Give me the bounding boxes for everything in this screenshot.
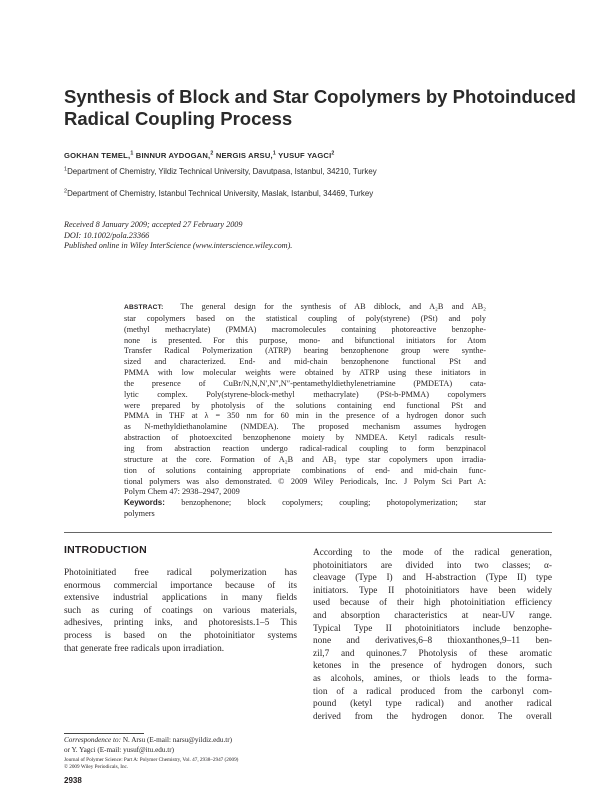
- correspondence-note: [64, 736, 304, 755]
- abstract-label: ABSTRACT:: [124, 304, 164, 311]
- abstract-line: none is presented. For this purpose, mono- and bifunctional initiators for Atom: [124, 335, 486, 345]
- abstract-line-text: The general design for the synthesis of AB diblock, and A₂B and AB₂: [180, 302, 487, 311]
- abstract-line: PMMA with low molecular weights were obtained by ATRP using these initiators in: [124, 368, 486, 378]
- keywords-line: [124, 498, 486, 509]
- body-line: cleavage (Type I) and H-abstraction (Type II) type: [313, 573, 552, 584]
- abstract: [124, 302, 486, 520]
- title-line: Synthesis of Block and Star Copolymers by Photoinduced: [64, 86, 576, 107]
- section-divider: [64, 532, 552, 533]
- body-line: derived from the hydrogen donor. The overall: [313, 711, 552, 722]
- body-line: adhesives, printing inks, and photoresists.1–5 This: [64, 618, 297, 629]
- author-name: NERGIS ARSU,: [215, 151, 273, 160]
- author-name: GOKHAN TEMEL,: [64, 151, 131, 160]
- author-sup: 2: [210, 150, 214, 157]
- footnote-rule: [64, 733, 144, 734]
- author-sup: 1: [130, 150, 134, 157]
- journal-line: Journal of Polymer Science: Part A: Polymer Chemistry, Vol. 47, 2938–2947 (2009): [64, 757, 239, 763]
- author-sup: 2: [331, 150, 335, 157]
- abstract-line: were prepared by photolysis of the solutions containing end functional PSt and: [124, 400, 486, 410]
- body-line: initiators. Type II photoinitiators have been widely: [313, 585, 552, 596]
- author-list: [64, 151, 544, 160]
- title-line: Radical Coupling Process: [64, 108, 293, 129]
- correspondence-label: Correspondence to:: [64, 736, 122, 744]
- doi: DOI: 10.1002/pola.23366: [64, 230, 150, 240]
- section-heading: INTRODUCTION: [64, 544, 147, 556]
- affiliation-sup: 2: [64, 188, 68, 195]
- abstract-line: structure at the core. Formation of A₂B and AB₂ type star copolymers upon irradia-: [124, 454, 486, 464]
- abstract-line: Polym Chem 47: 2938–2947, 2009: [124, 487, 240, 497]
- abstract-line: lytic complex. Poly(styrene-block-methyl methacrylate) (PSt-b-PMMA) copolymers: [124, 389, 486, 399]
- affiliation-1: [64, 167, 544, 176]
- body-line: extensive industrial applications in many fields: [64, 593, 297, 604]
- body-line: such as curing of coatings on various materials,: [64, 605, 297, 616]
- body-line: pound (ketyl type radical) and another radical: [313, 699, 552, 710]
- abstract-line: tion of solutions containing appropriate combinations of end- and mid-chain func-: [124, 465, 486, 475]
- body-line: none and derivatives,6–8 thioxanthones,9–11 ben-: [313, 636, 552, 647]
- body-line: According to the mode of the radical generation,: [313, 548, 552, 558]
- body-line: and absorption characteristics at near-UV range.: [313, 610, 552, 621]
- affiliation-text: Department of Chemistry, Istanbul Technical University, Maslak, Istanbul, 34469, Turkey: [67, 189, 374, 198]
- affiliation-2: [64, 189, 544, 198]
- page-number: 2938: [64, 776, 82, 785]
- abstract-line: the presence of CuBr/N,N,N′,N″,N″-pentamethyldiethylenetriamine (PMDETA) cata-: [124, 378, 486, 388]
- keywords-line: polymers: [124, 509, 155, 519]
- article-title: [64, 86, 576, 130]
- body-line: enormous commercial importance because of its: [64, 580, 297, 591]
- abstract-line: Transfer Radical Polymerization (ATRP) bearing benzophenone group were synthe-: [124, 346, 486, 356]
- abstract-line: abstraction of photoexcited benzophenone moiety by NMDEA. Ketyl radicals result-: [124, 433, 486, 443]
- abstract-line: ing from abstraction reaction undergo radical-radical coupling to form benzpinacol: [124, 443, 486, 453]
- body-line: that generate free radicals upon irradiation.: [64, 643, 225, 654]
- received-date: Received 8 January 2009; accepted 27 February 2009: [64, 220, 243, 229]
- correspondence-text: N. Arsu (E-mail: narsu@yildiz.edu.tr): [122, 736, 233, 744]
- abstract-line: tional polymers was also demonstrated. © 2009 Wiley Periodicals, Inc. J Polym Sci Part A:: [124, 476, 486, 486]
- abstract-line: [124, 302, 486, 314]
- affiliation-sup: 1: [64, 166, 68, 173]
- right-column-text: [313, 547, 552, 723]
- published-online: Published online in Wiley InterScience (www.interscience.wiley.com).: [64, 241, 293, 250]
- author-sup: 1: [272, 150, 276, 157]
- abstract-line: as N-methyldiethanolamine (NMDEA). The proposed mechanism assumes hydrogen: [124, 422, 486, 432]
- article-dates: [64, 220, 544, 252]
- correspondence-line: [64, 736, 304, 746]
- abstract-line: (methyl methacrylate) (PMMA) macromolecules containing photoreactive benzophe-: [124, 324, 486, 334]
- affiliation-text: Department of Chemistry, Yildiz Technical University, Davutpasa, Istanbul, 34210, Turkey: [67, 167, 377, 176]
- keywords-label: Keywords:: [124, 498, 165, 508]
- abstract-line: sized and characterized. End- and mid-chain benzophenone functional PSt and: [124, 357, 486, 367]
- body-line: process is based on the photoinitiator systems: [64, 630, 297, 641]
- body-line: photoinitiators are divided into two classes; α-: [313, 560, 552, 571]
- left-column-text: [64, 567, 297, 655]
- body-line: tion of a radical produced from the carbonyl com-: [313, 686, 552, 697]
- abstract-line: PMMA in THF at λ = 350 nm for 60 min in the presence of a hydrogen donor such: [124, 411, 486, 421]
- body-line: Typical Type II photoinitiators include benzophe-: [313, 623, 552, 634]
- journal-citation: [64, 757, 304, 770]
- correspondence-line: or Y. Yagci (E-mail: yusuf@itu.edu.tr): [64, 745, 175, 754]
- journal-line: © 2009 Wiley Periodicals, Inc.: [64, 763, 129, 770]
- abstract-line: star copolymers based on the statistical coupling of poly(styrene) (PSt) and poly: [124, 313, 486, 323]
- author-name: BINNUR AYDOGAN,: [135, 151, 211, 160]
- body-line: ketones in the presence of hydrogen donors, such: [313, 661, 552, 672]
- keywords-text: benzophenone; block copolymers; coupling; photopolymerization; star: [181, 498, 487, 508]
- body-line: zil,7 and quinones.7 Photolysis of these aromatic: [313, 648, 552, 659]
- body-line: as alcohols, amines, or thiols leads to the forma-: [313, 673, 552, 684]
- author-name: YUSUF YAGCI: [278, 151, 332, 160]
- body-line: used because of their high photoinitiation efficiency: [313, 598, 552, 609]
- body-line: Photoinitiated free radical polymerization has: [64, 568, 297, 578]
